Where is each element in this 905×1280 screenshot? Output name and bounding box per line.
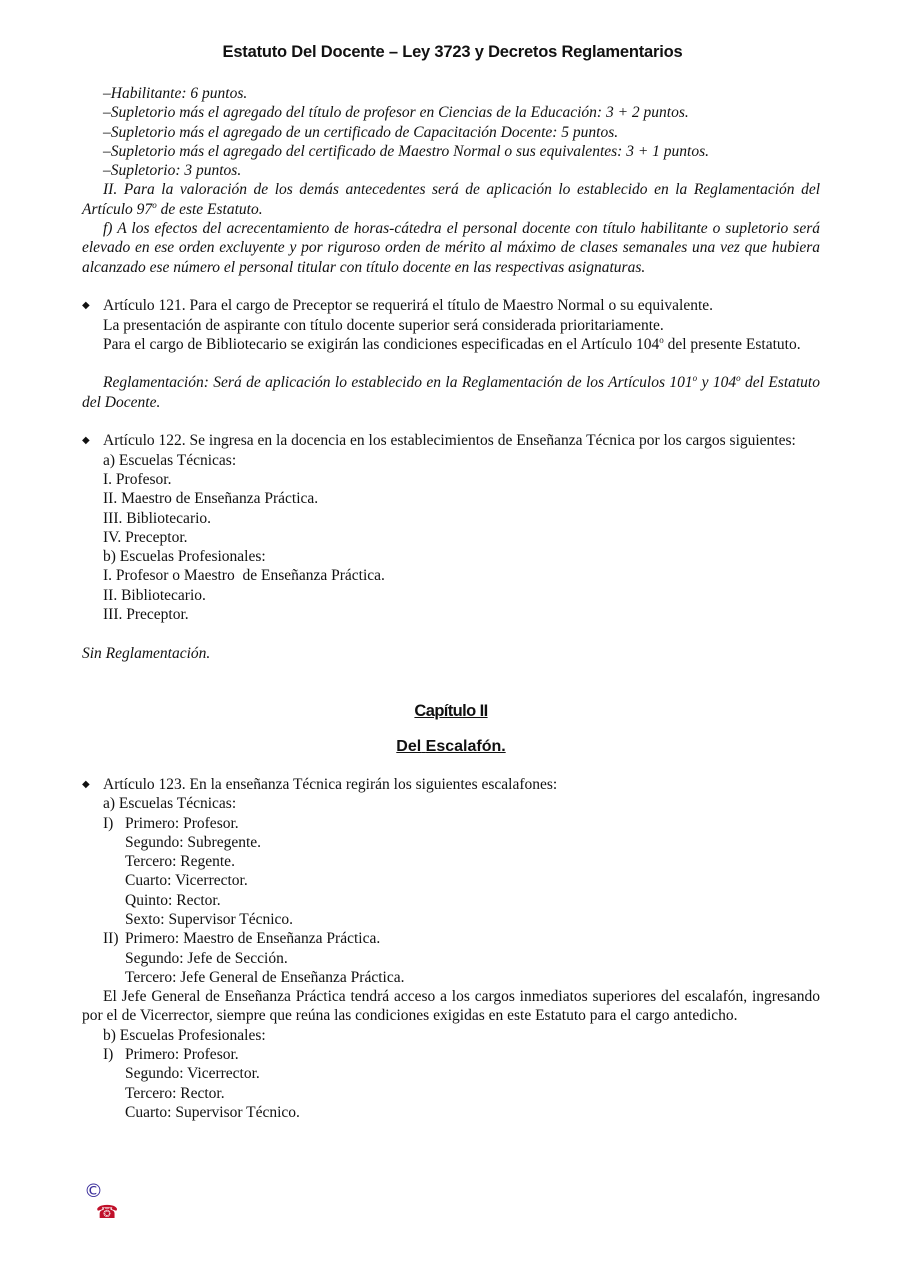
list-item: [82, 1045, 820, 1064]
paragraph-text: II. Para la valoración de los demás antecedentes será de aplicación lo establecido en la Reglamentación del Artículo 97: [82, 181, 820, 218]
article-121: [82, 296, 820, 412]
list-item: Cuarto: Supervisor Técnico.: [125, 1103, 300, 1121]
list-item: Sexto: Supervisor Técnico.: [125, 910, 294, 928]
list-item: –Supletorio: 3 puntos.: [103, 162, 242, 180]
article-121-line3: [82, 335, 820, 354]
footer-icons: [84, 1180, 118, 1223]
list-number: I): [103, 814, 114, 832]
copyright-icon: ©: [84, 1180, 103, 1202]
superscript: o: [659, 334, 664, 345]
list-item: II. Bibliotecario.: [103, 586, 206, 604]
jefe-paragraph: El Jefe General de Enseñanza Práctica tendrá acceso a los cargos inmediatos superiores del escalafón, ingresando por el de Vicerrector, siempre que reúna las condiciones exigidas en este Estatuto para el cargo antedicho.: [82, 988, 820, 1025]
list-item: Segundo: Jefe de Sección.: [125, 949, 288, 967]
list-item: [82, 814, 820, 833]
document-body: [82, 84, 820, 1122]
list-item: IV. Preceptor.: [103, 528, 188, 546]
article-text: del presente Estatuto.: [663, 335, 801, 353]
list-item: –Supletorio más el agregado de un certificado de Capacitación Docente: 5 puntos.: [103, 123, 619, 141]
section-title: b) Escuelas Profesionales:: [103, 1026, 266, 1044]
article-text: Para el cargo de Bibliotecario se exigirán las condiciones especificadas en el Artículo 104: [103, 335, 660, 353]
section-title: a) Escuelas Técnicas:: [103, 795, 237, 813]
superscript: o: [692, 373, 698, 384]
list-item: Quinto: Rector.: [125, 891, 221, 909]
phone-icon: ☎: [96, 1202, 119, 1223]
article-122: [82, 431, 820, 663]
list-item: [82, 929, 820, 948]
list-item: –Supletorio más el agregado del certificado de Maestro Normal o sus equivalentes: 3 + 1 puntos.: [103, 142, 709, 160]
list-item: Tercero: Rector.: [125, 1084, 225, 1102]
list-item: III. Bibliotecario.: [103, 509, 212, 527]
diamond-bullet-icon: ◆: [82, 778, 90, 790]
chapter-title: Capítulo II: [414, 701, 488, 720]
reg-text: y 104: [697, 374, 737, 392]
article-121-heading: [82, 296, 820, 315]
section-title: a) Escuelas Técnicas:: [103, 451, 237, 469]
list-item: Tercero: Jefe General de Enseñanza Práctica.: [125, 968, 405, 986]
paragraph-f: f) A los efectos del acrecentamiento de horas-cátedra el personal docente con título habilitante o supletorio será elevado en ese orden excluyente y por riguroso orden de mérito al máximo de clases semanales una vez que hubiera alcanzado ese número el personal titular con título docente en las respectivas asignaturas.: [82, 220, 820, 276]
list-item: Segundo: Subregente.: [125, 833, 262, 851]
list-item: Segundo: Vicerrector.: [125, 1065, 260, 1083]
list-number: II): [103, 930, 119, 948]
list-text: Primero: Maestro de Enseñanza Práctica.: [125, 930, 381, 948]
list-text: Primero: Profesor.: [125, 814, 239, 832]
list-item: III. Preceptor.: [103, 606, 189, 624]
reg-text: del Estatuto del Docente.: [82, 374, 820, 411]
article-121-line2: La presentación de aspirante con título docente superior será considerada prioritariamente.: [103, 316, 664, 334]
list-item: Tercero: Regente.: [125, 853, 235, 871]
chapter-subtitle: [82, 737, 820, 757]
diamond-bullet-icon: ◆: [82, 300, 90, 312]
paragraph-ii: [82, 180, 820, 219]
page-header-title: Estatuto Del Docente – Ley 3723 y Decretos Reglamentarios: [222, 43, 683, 61]
chapter-subtitle-word: Del: [396, 737, 422, 755]
list-item: I. Profesor o Maestro de Enseñanza Práctica.: [103, 567, 385, 585]
article-text: Artículo 123. En la enseñanza Técnica regirán los siguientes escalafones:: [103, 775, 558, 793]
chapter-heading: [82, 701, 820, 757]
article-122-heading: [82, 431, 820, 450]
list-number: I): [103, 1046, 114, 1064]
section-title: b) Escuelas Profesionales:: [103, 548, 266, 566]
article-123-heading: [82, 775, 820, 794]
sin-reglamentacion: Sin Reglamentación.: [82, 644, 211, 662]
article-121-reglamentacion: [82, 373, 820, 412]
article-text: Artículo 121. Para el cargo de Preceptor se requerirá el título de Maestro Normal o su equivalente.: [103, 297, 714, 315]
article-123: [82, 775, 820, 1122]
list-item: –Habilitante: 6 puntos.: [103, 85, 248, 102]
superscript: o: [736, 373, 741, 384]
list-item: –Supletorio más el agregado del título de profesor en Ciencias de la Educación: 3 + 2 puntos.: [103, 104, 689, 122]
list-item: II. Maestro de Enseñanza Práctica.: [103, 490, 319, 508]
paragraph-text: de este Estatuto.: [156, 200, 263, 218]
list-text: Primero: Profesor.: [125, 1046, 239, 1064]
list-item: Cuarto: Vicerrector.: [125, 872, 248, 890]
points-list: [82, 84, 820, 277]
superscript: o: [152, 199, 157, 210]
reg-text: Reglamentación: Será de aplicación lo establecido en la Reglamentación de los Artículos 101: [103, 374, 693, 392]
article-text: Artículo 122. Se ingresa en la docencia en los establecimientos de Enseñanza Técnica por los cargos siguientes:: [103, 432, 796, 450]
list-item: I. Profesor.: [103, 470, 172, 488]
chapter-subtitle-word: Escalafón.: [425, 737, 506, 755]
diamond-bullet-icon: ◆: [82, 435, 90, 447]
